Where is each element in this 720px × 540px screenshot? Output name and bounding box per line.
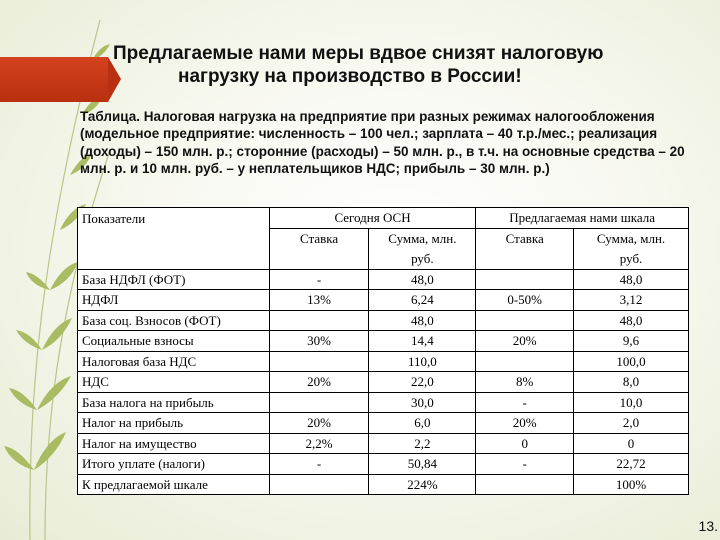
sum-proposed-cell: 22,72 (574, 454, 689, 475)
sum-proposed-cell: 2,0 (574, 413, 689, 434)
sum-proposed-cell: 10,0 (574, 392, 689, 413)
sum-today-cell: 224% (369, 474, 476, 495)
sum-proposed-cell: 9,6 (574, 331, 689, 352)
rate-today-cell (269, 392, 369, 413)
sum-proposed-cell: 8,0 (574, 372, 689, 393)
header-indicators: Показатели (78, 208, 270, 229)
rate-proposed-cell: - (476, 454, 574, 475)
rate-proposed-cell: 0 (476, 433, 574, 454)
sum-today-cell: 6,24 (369, 290, 476, 311)
table-header-row (78, 208, 689, 229)
table-caption: Таблица. Налоговая нагрузка на предприятие при разных режимах налогообложения (модельное предприятие: численность – 100 чел.; зарплата – 40 т.р./мес.; реализация (доходы) – 150 млн. р.; сторонние (расходы) – 50 млн. р., в т.ч. на основные средства – 20 млн. р. и 10 млн. руб. – у неплательщиков НДС; прибыль – 30 млн. р.) (80, 109, 685, 176)
rate-today-cell (269, 310, 369, 331)
indicator-cell: Налоговая база НДС (78, 351, 270, 372)
indicator-cell: Налог на имущество (78, 433, 270, 454)
table-row (78, 351, 689, 372)
slide-title-line-2: нагрузку на производство в России! (178, 66, 522, 87)
sum-today-cell: 14,4 (369, 331, 476, 352)
rate-today-cell: 20% (269, 413, 369, 434)
rate-proposed-cell: 8% (476, 372, 574, 393)
page-number: 13. (698, 518, 718, 534)
sum-proposed-cell: 100,0 (574, 351, 689, 372)
slide-title (108, 42, 708, 88)
rate-today-cell: 20% (269, 372, 369, 393)
rate-today-cell (269, 351, 369, 372)
header-sum-today-line-1: Сумма, млн. (369, 228, 476, 248)
sum-today-cell: 48,0 (369, 310, 476, 331)
sum-today-cell: 6,0 (369, 413, 476, 434)
header-rate-proposed: Ставка (476, 228, 574, 248)
rate-today-cell: 30% (269, 331, 369, 352)
rate-proposed-cell: - (476, 392, 574, 413)
table-row (78, 310, 689, 331)
rate-proposed-cell: 20% (476, 413, 574, 434)
sum-proposed-cell: 100% (574, 474, 689, 495)
indicator-cell: База соц. Взносов (ФОТ) (78, 310, 270, 331)
sum-today-cell: 2,2 (369, 433, 476, 454)
indicator-cell: Налог на прибыль (78, 413, 270, 434)
header-today-osn: Сегодня ОСН (269, 208, 476, 229)
table-row (78, 474, 689, 495)
sum-proposed-cell: 48,0 (574, 310, 689, 331)
indicator-cell: К предлагаемой шкале (78, 474, 270, 495)
indicator-cell: База налога на прибыль (78, 392, 270, 413)
rate-proposed-cell (476, 351, 574, 372)
table-row (78, 269, 689, 290)
header-sum-today-line-2: руб. (369, 248, 476, 269)
table-row (78, 454, 689, 475)
table-row (78, 392, 689, 413)
sum-proposed-cell: 48,0 (574, 269, 689, 290)
indicator-cell: НДС (78, 372, 270, 393)
header-indicators-blank (78, 228, 270, 248)
header-indicators-blank-2 (78, 248, 270, 269)
sum-today-cell: 50,84 (369, 454, 476, 475)
rate-today-cell: - (269, 454, 369, 475)
header-sum-proposed-line-2: руб. (574, 248, 689, 269)
header-rate-today: Ставка (269, 228, 369, 248)
table-row (78, 433, 689, 454)
sum-proposed-cell: 3,12 (574, 290, 689, 311)
table-subheader-row-2 (78, 248, 689, 269)
rate-today-cell: 2,2% (269, 433, 369, 454)
indicator-cell: База НДФЛ (ФОТ) (78, 269, 270, 290)
rate-proposed-cell (476, 474, 574, 495)
rate-proposed-cell: 20% (476, 331, 574, 352)
header-rate-proposed-blank (476, 248, 574, 269)
indicator-cell: Социальные взносы (78, 331, 270, 352)
sum-today-cell: 22,0 (369, 372, 476, 393)
rate-proposed-cell (476, 269, 574, 290)
sum-today-cell: 30,0 (369, 392, 476, 413)
sum-proposed-cell: 0 (574, 433, 689, 454)
rate-today-cell (269, 474, 369, 495)
sum-today-cell: 110,0 (369, 351, 476, 372)
indicator-cell: Итого уплате (налоги) (78, 454, 270, 475)
table-row (78, 413, 689, 434)
rate-proposed-cell: 0-50% (476, 290, 574, 311)
slide-title-line-1: Предлагаемые нами меры вдвое снизят налоговую (113, 43, 604, 64)
table-row (78, 331, 689, 352)
header-rate-today-blank (269, 248, 369, 269)
title-accent-bar (0, 57, 108, 102)
table-subheader-row (78, 228, 689, 248)
tax-burden-table (77, 207, 689, 495)
rate-today-cell: - (269, 269, 369, 290)
table-row (78, 372, 689, 393)
header-sum-proposed-line-1: Сумма, млн. (574, 228, 689, 248)
rate-today-cell: 13% (269, 290, 369, 311)
table-row (78, 290, 689, 311)
indicator-cell: НДФЛ (78, 290, 270, 311)
header-proposed-scale: Предлагаемая нами шкала (476, 208, 689, 229)
sum-today-cell: 48,0 (369, 269, 476, 290)
rate-proposed-cell (476, 310, 574, 331)
